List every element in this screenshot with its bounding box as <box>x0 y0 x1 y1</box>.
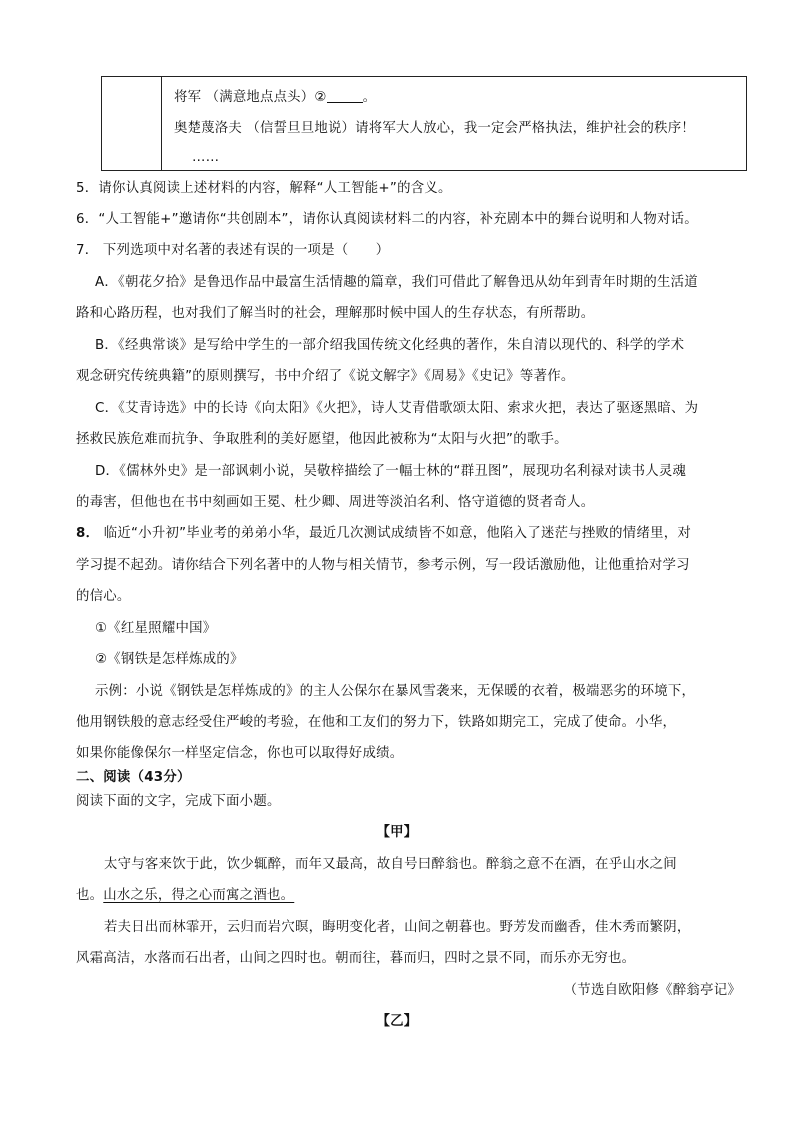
section-2-instruction: 阅读下面的文字，完成下面小题。 <box>76 794 281 809</box>
table-left-cell <box>102 77 162 170</box>
table-right-cell <box>162 77 746 170</box>
q8-example-line1: 示例：小说《钢铁是怎样炼成的》的主人公保尔在暴风雪袭来，无保暖的衣着，极端恶劣的环境下， <box>95 684 696 699</box>
q7-option-b-line1: B．《经典常谈》是写给中学生的一部介绍我国传统文化经典的著作，朱自清以现代的、科学的学术 <box>95 338 685 353</box>
q7-option-c-line2: 拯救民族危难而抗争、争取胜利的美好愿望，他因此被称为“太阳与火把”的歌手。 <box>76 432 568 447</box>
passage-yi-label: 【乙】 <box>376 1014 418 1029</box>
answer-blank-2[interactable] <box>327 89 363 103</box>
passage-jia-para2-line1: 若夫日出而林霏开，云归而岩穴暝，晦明变化者，山间之朝暮也。野芳发而幽香，佳木秀而繁阴， <box>104 920 691 935</box>
q7-option-a-line2: 路和心路历程，也对我们了解当时的社会，理解那时候中国人的生存状态，有所帮助。 <box>76 306 595 321</box>
passage-jia-para2-line2: 风霜高洁，水落而石出者，山间之四时也。朝而往，暮而归，四时之景不同，而乐亦无穷也。 <box>76 951 636 966</box>
question-8-number: 8． <box>76 526 100 541</box>
q7-option-a-line1: A．《朝花夕拾》是鲁迅作品中最富生活情趣的篇章，我们可借此了解鲁迅从幼年到青年时期的生活道 <box>95 275 698 290</box>
section-2-heading: 二、阅读（43分） <box>76 770 191 785</box>
question-8-line3: 的信心。 <box>76 589 131 604</box>
q8-example-line2: 他用钢铁般的意志经受住严峻的考验，在他和工友们的努力下，铁路如期完工，完成了使命。小华， <box>76 715 677 730</box>
question-5: 5．请你认真阅读上述材料的内容，解释“人工智能+”的含义。 <box>76 181 452 196</box>
q8-option-2: ②《钢铁是怎样炼成的》 <box>95 652 244 667</box>
q8-option-1: ①《红星照耀中国》 <box>95 621 217 636</box>
q7-option-b-line2: 观念研究传统典籍”的原则撰写，书中介绍了《说文解字》《周易》《史记》等著作。 <box>76 369 575 384</box>
passage-jia-label: 【甲】 <box>376 825 418 840</box>
passage-jia-para1-line2: 也。山水之乐，得之心而寓之酒也。 <box>76 888 295 903</box>
question-6: 6．“人工智能+”邀请你“共创剧本”，请你认真阅读材料二的内容，补充剧本中的舞台说明和人物对话。 <box>76 212 698 227</box>
question-8-line1: 8． 临近“小升初”毕业考的弟弟小华，最近几次测试成绩皆不如意，他陷入了迷茫与挫败的情绪里，对 <box>76 526 692 541</box>
q8-example-line3: 如果你能像保尔一样坚定信念，你也可以取得好成绩。 <box>76 746 404 761</box>
script-line-ochumelov: 奥楚蔑洛夫 （信誓旦旦地说）请将军大人放心，我一定会严格执法，维护社会的秩序！ <box>174 121 695 136</box>
script-line-ellipsis: …… <box>192 150 220 165</box>
question-7-stem: 7． 下列选项中对名著的表述有误的一项是（ ） <box>76 243 390 258</box>
passage-jia-para1-line1: 太守与客来饮于此，饮少辄醉，而年又最高，故自号曰醉翁也。醉翁之意不在酒，在乎山水之间 <box>104 857 677 872</box>
q7-option-c-line1: C．《艾青诗选》中的长诗《向太阳》《火把》，诗人艾青借歌颂太阳、索求火把，表达了驱逐黑暗、为 <box>95 401 699 416</box>
underlined-sentence: 山水之乐，得之心而寓之酒也。 <box>103 888 295 903</box>
script-table <box>101 76 747 171</box>
q7-option-d-line2: 的毒害，但他也在书中刻画如王冕、杜少卿、周进等淡泊名利、恪守道德的贤者奇人。 <box>76 495 595 510</box>
question-8-line2: 学习提不起劲。请你结合下列名著中的人物与相关情节，参考示例，写一段话激励他，让他重拾对学习 <box>76 558 690 573</box>
script-line-general: 将军 （满意地点点头）② 。 <box>174 90 377 105</box>
q7-option-d-line1: D．《儒林外史》是一部讽刺小说，吴敬梓描绘了一幅士林的“群丑图”，展现功名利禄对读书人灵魂 <box>95 464 687 479</box>
passage-jia-source: （节选自欧阳修《醉翁亭记》 <box>563 983 741 998</box>
